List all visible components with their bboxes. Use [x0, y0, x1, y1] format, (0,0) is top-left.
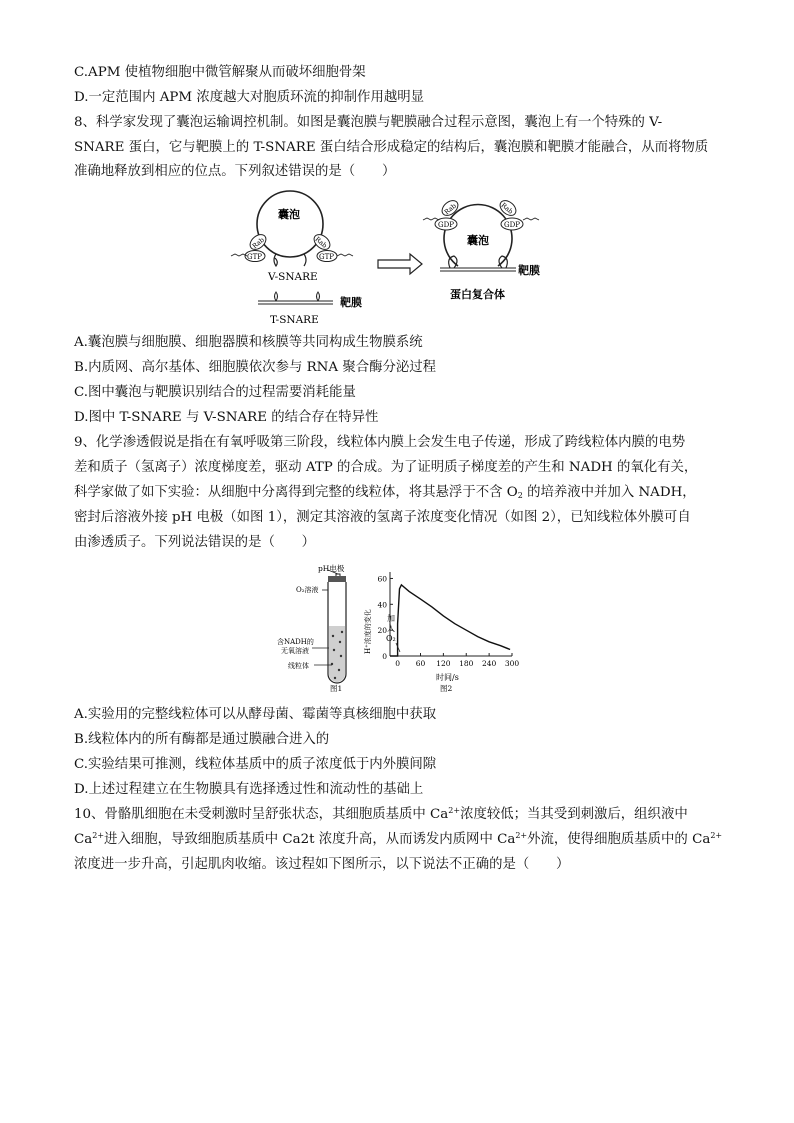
- gtp-left-label: GTP: [247, 253, 262, 261]
- q9-option-b: B.线粒体内的所有酶都是通过膜融合进入的: [74, 732, 330, 747]
- y-tick-label: 20: [377, 626, 387, 636]
- q9-line5: 由渗透质子。下列说法错误的是（ ）: [74, 535, 316, 550]
- q8-stem-line1: 8、科学家发现了囊泡运输调控机制。如图是囊泡膜与靶膜融合过程示意图，囊泡上有一个特殊的 V-: [74, 115, 663, 130]
- q9-option-c: C.实验结果可推测，线粒体基质中的质子浓度低于内外膜间隙: [74, 757, 437, 772]
- chart-ylabel: H⁺浓度的变化: [364, 609, 372, 654]
- gdp-right-label: GDP: [504, 221, 520, 229]
- x-tick-label: 300: [504, 659, 520, 668]
- figure1-apparatus: [272, 560, 368, 694]
- t-snare-label: T-SNARE: [270, 314, 319, 326]
- vesicle-left-label: 囊泡: [278, 208, 300, 221]
- q9-line3: 科学家做了如下实验：从细胞中分离得到完整的线粒体，将其悬浮于不含 $O_2$ 的培养液中并加入 NADH，: [74, 485, 696, 500]
- process-arrow: [378, 254, 422, 274]
- rab-right-label: Rab: [313, 235, 329, 250]
- rab-left-label: Rab: [250, 235, 266, 251]
- x-tick-label: 240: [481, 659, 497, 668]
- q10-line1: 10、骨骼肌细胞在未受刺激时呈舒张状态，其细胞质基质中 $Ca^{2+}$浓度较低；当其受到刺激后，组织液中: [74, 806, 688, 822]
- mitochondria-label: 线粒体: [288, 662, 309, 670]
- q9-line4: 密封后溶液外接 pH 电极（如图 1），测定其溶液的氢离子浓度变化情况（如图 2），已知线粒体外膜可自: [74, 510, 691, 525]
- vesicle-fusion-diagram: [228, 190, 558, 330]
- q9-line1: 9、化学渗透假说是指在有氧呼吸第三阶段，线粒体内膜上会发生电子传递，形成了跨线粒体内膜的电势: [74, 435, 686, 450]
- gtp-right-label: GTP: [319, 253, 334, 261]
- q9-option-a: A.实验用的完整线粒体可以从酵母菌、霉菌等真核细胞中获取: [74, 707, 437, 722]
- x-tick-label: 60: [415, 659, 426, 668]
- protein-complex-label: 蛋白复合体: [450, 288, 505, 301]
- y-tick-label: 60: [377, 574, 387, 584]
- nadh-solution: [329, 626, 345, 682]
- ph-electrode-label: pH电极: [318, 564, 345, 573]
- q8-option-c: C.图中囊泡与靶膜识别结合的过程需要消耗能量: [74, 385, 356, 400]
- nadh-label-line1: 含NADH的: [277, 638, 314, 646]
- vesicle-left: [257, 191, 323, 257]
- o2-solution-label: O₂溶液: [296, 586, 319, 594]
- q10-line3: 浓度进一步升高，引起肌肉收缩。该过程如下图所示，以下说法不正确的是（ ）: [74, 857, 570, 872]
- q8-option-d: D.图中 T-SNARE 与 V-SNARE 的结合存在特异性: [74, 410, 379, 425]
- target-membrane-label-2: 靶膜: [518, 264, 540, 277]
- vesicle-right-label: 囊泡: [467, 234, 489, 247]
- add-o2-label-3: O₂: [386, 634, 396, 643]
- rab-right-2-label: Rab: [499, 201, 515, 216]
- q8-stem-line3: 准确地释放到相应的位点。下列叙述错误的是（ ）: [74, 164, 396, 179]
- rab-left-2-label: Rab: [442, 201, 458, 217]
- target-membrane-label: 靶膜: [340, 296, 362, 309]
- x-tick-label: 180: [459, 659, 474, 668]
- add-o2-label-2: 入: [387, 624, 395, 633]
- figure2-chart: [362, 566, 522, 694]
- q9-line2: 差和质子（氢离子）浓度梯度差，驱动 ATP 的合成。为了证明质子梯度差的产生和 NADH 的氧化有关，: [74, 460, 698, 475]
- v-snare-label: V-SNARE: [268, 271, 318, 283]
- q8-option-b: B.内质网、高尔基体、细胞膜依次参与 RNA 聚合酶分泌过程: [74, 360, 437, 375]
- nadh-label-line2: 无氧溶液: [281, 647, 309, 655]
- v-snare-right: [304, 254, 306, 266]
- x-tick-label: 120: [436, 659, 451, 668]
- q9-option-d: D.上述过程建立在生物膜具有选择透过性和流动性的基础上: [74, 782, 424, 797]
- chart-series-line: [390, 585, 510, 656]
- q7-option-d: D.一定范围内 APM 浓度越大对胞质环流的抑制作用越明显: [74, 90, 425, 105]
- q7-option-c: C.APM 使植物细胞中微管解聚从而破坏细胞骨架: [74, 65, 366, 80]
- q8-stem-line2: SNARE 蛋白，它与靶膜上的 T-SNARE 蛋白结合形成稳定的结构后，囊泡膜和靶膜才能融合，从而将物质: [74, 140, 709, 155]
- q10-line2: $Ca^{2+}$进入细胞，导致细胞质基质中 Ca2t 浓度升高，从而诱发内质网中 $Ca^{2+}$外流，使得细胞质基质中的 $Ca^{2+}$: [74, 831, 723, 847]
- x-tick-label: 0: [395, 659, 401, 668]
- v-snare-left: [274, 254, 277, 266]
- figure1-caption: 图1: [330, 684, 343, 693]
- gdp-left-label: GDP: [438, 221, 454, 229]
- y-tick-label: 0: [382, 652, 387, 661]
- figure2-caption: 图2: [440, 684, 453, 693]
- chart-xlabel: 时间/s: [436, 673, 459, 682]
- add-o2-label-1: 加: [387, 614, 395, 623]
- t-snare-right: [317, 292, 320, 301]
- y-tick-label: 40: [377, 600, 387, 610]
- q8-option-a: A.囊泡膜与细胞膜、细胞器膜和核膜等共同构成生物膜系统: [74, 335, 423, 350]
- t-snare-left: [275, 292, 278, 301]
